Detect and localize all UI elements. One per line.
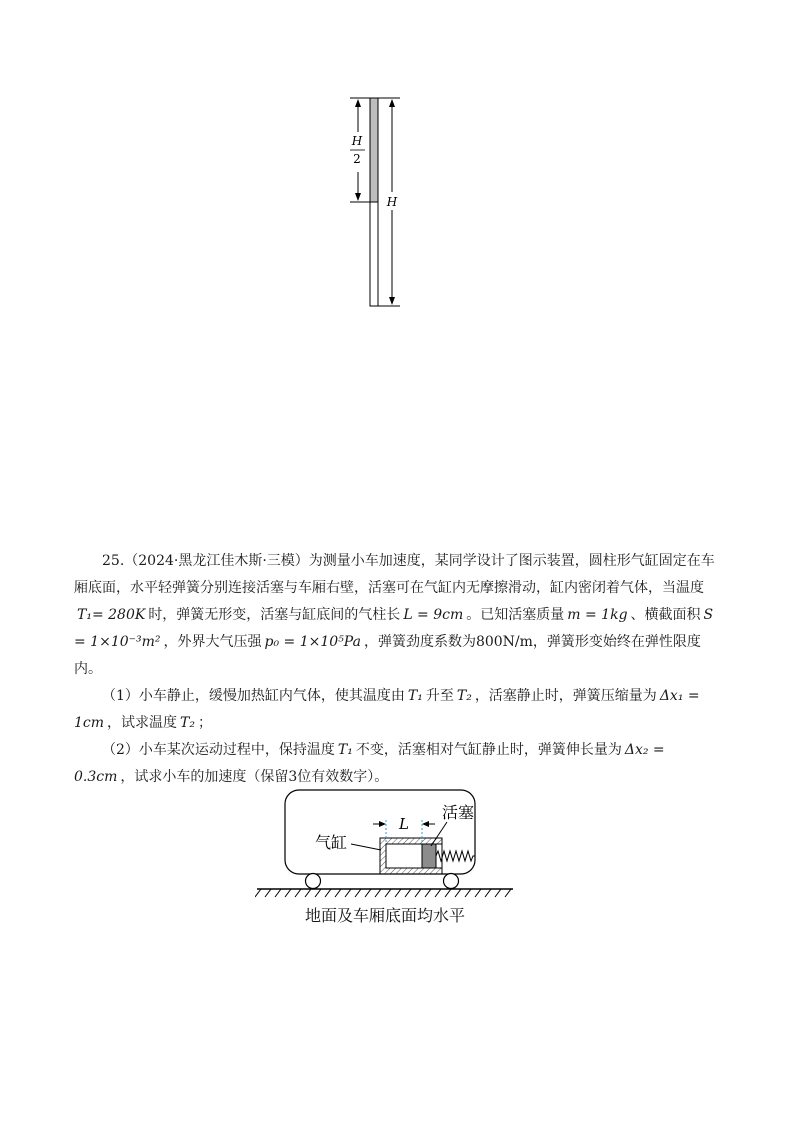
label-piston: 活塞 bbox=[442, 803, 475, 822]
area-S: S = 1×10⁻³m² bbox=[74, 607, 714, 650]
problem-source: （2024·黑龙江佳木斯·三模） bbox=[124, 553, 309, 569]
wheel-right bbox=[444, 874, 459, 889]
pressure-p0: p₀ = 1×10⁵Pa bbox=[264, 634, 361, 650]
label-half-denominator: 2 bbox=[353, 152, 361, 166]
problem-number: 25. bbox=[102, 553, 125, 569]
figure-caption: 地面及车厢底面均水平 bbox=[304, 906, 465, 925]
label-full-height: H bbox=[386, 195, 398, 209]
mass-m: m = 1kg bbox=[567, 607, 628, 623]
piston bbox=[422, 844, 436, 868]
problem-25 bbox=[74, 548, 726, 791]
temperature-t1: T₁= 280K bbox=[77, 607, 146, 623]
label-L: L bbox=[399, 815, 409, 833]
tube-figure bbox=[340, 90, 430, 315]
problem-intro: 25.（2024·黑龙江佳木斯·三模）为测量小车加速度，某同学设计了图示装置，圆柱形气缸固定在车厢底面，水平轻弹簧分别连接活塞与车厢右壁，活塞可在气缸内无摩擦滑动，缸内密闭着气体，当温度T₁= 280K 时，弹簧无形变，活塞与缸底间的气柱长 L = 9cm 。已知活塞质量 m = 1kg 、横截面积 S = 1×10⁻³m² ，外界大气压强 p₀ = 1×10⁵Pa ，弹簧劲度系数为800N/m，弹簧形变始终在弹性限度内。 bbox=[74, 553, 715, 677]
length-L: L = 9cm bbox=[403, 607, 464, 623]
question-1: （1）小车静止，缓慢加热缸内气体，使其温度由 T₁ 升至 T₂ ，活塞静止时，弹簧压缩量为 Δx₁ = 1cm ，试求温度 T₂ ； bbox=[74, 688, 700, 731]
question-2: （2）小车某次运动过程中，保持温度 T₁ 不变，活塞相对气缸静止时，弹簧伸长量为 Δx₂ = 0.3cm ，试求小车的加速度（保留3位有效数字）。 bbox=[74, 742, 665, 785]
label-cylinder: 气缸 bbox=[315, 833, 348, 852]
wheel-left bbox=[306, 874, 321, 889]
label-half-numerator: H bbox=[351, 134, 363, 148]
fluid-column bbox=[370, 98, 378, 202]
